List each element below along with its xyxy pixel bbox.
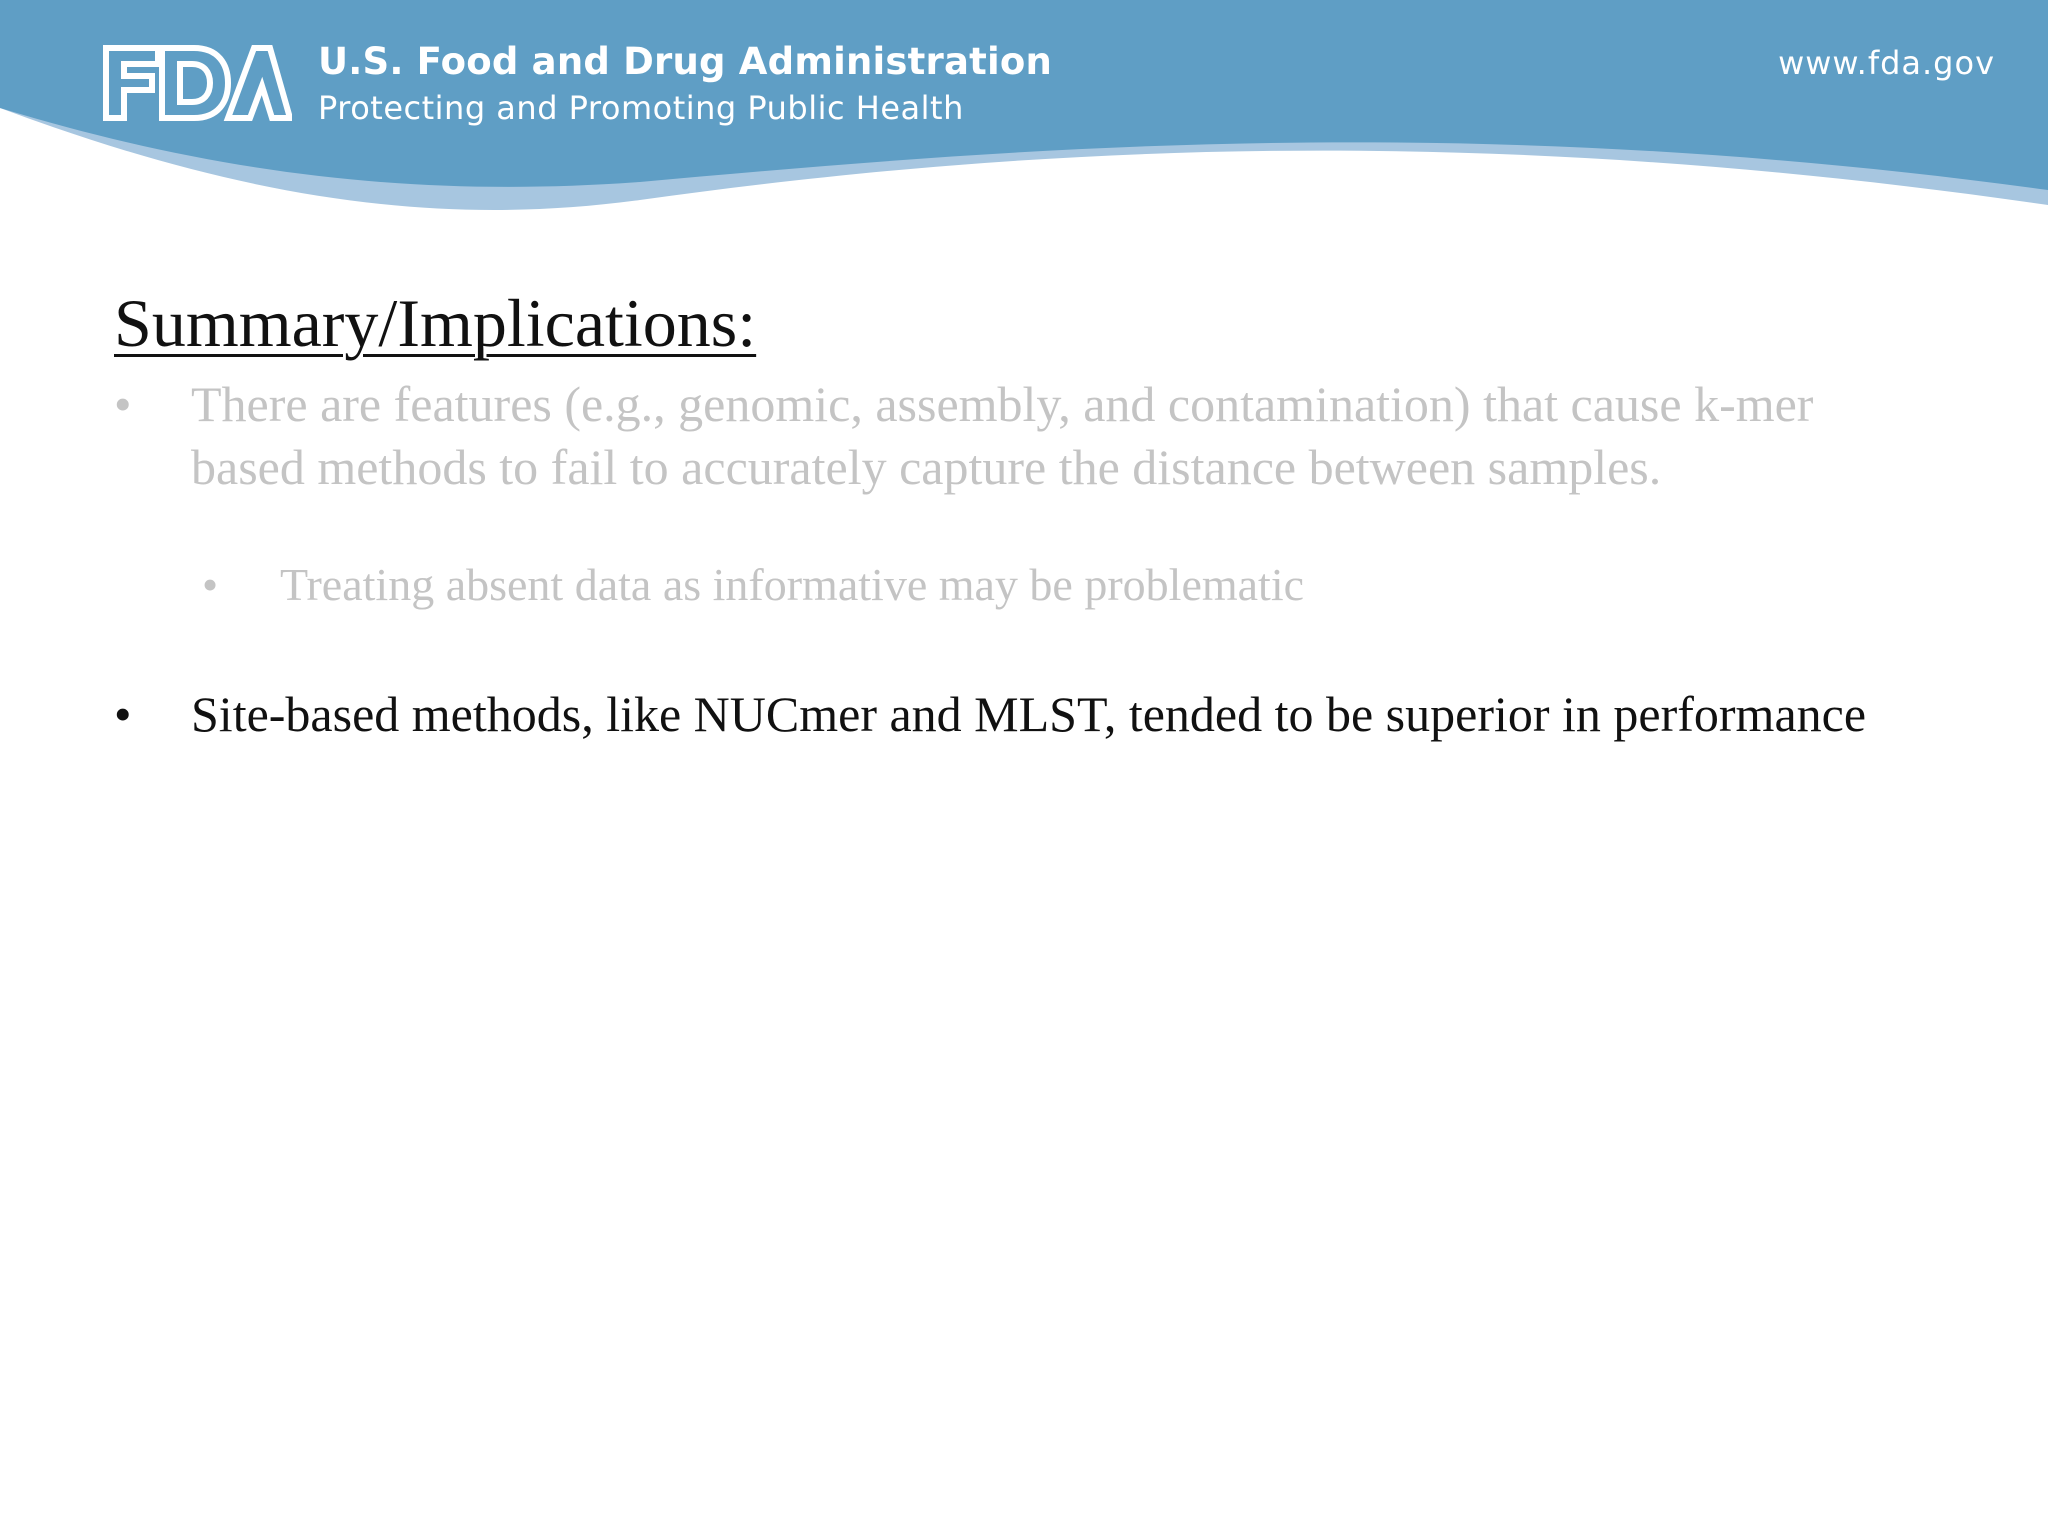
fda-logo-icon [102, 44, 292, 122]
bullet-marker: • [202, 559, 219, 610]
bullet-text: Site-based methods, like NUCmer and MLST, tended to be superior in performance [191, 686, 1867, 742]
agency-name: U.S. Food and Drug Administration [318, 40, 1053, 83]
header-banner [0, 0, 2048, 240]
slide-title: Summary/Implications: [114, 285, 757, 361]
bullet-text: Treating absent data as informative may be problematic [280, 559, 1305, 610]
bullet-marker: • [114, 686, 132, 742]
agency-tagline: Protecting and Promoting Public Health [318, 89, 964, 127]
bullet-text: There are features (e.g., genomic, assembly, and contamination) that cause k-mer based methods to fail to accurately capture the distance between samples. [191, 376, 1814, 495]
bullet-marker: • [114, 376, 132, 432]
site-url: www.fda.gov [1778, 44, 1995, 82]
